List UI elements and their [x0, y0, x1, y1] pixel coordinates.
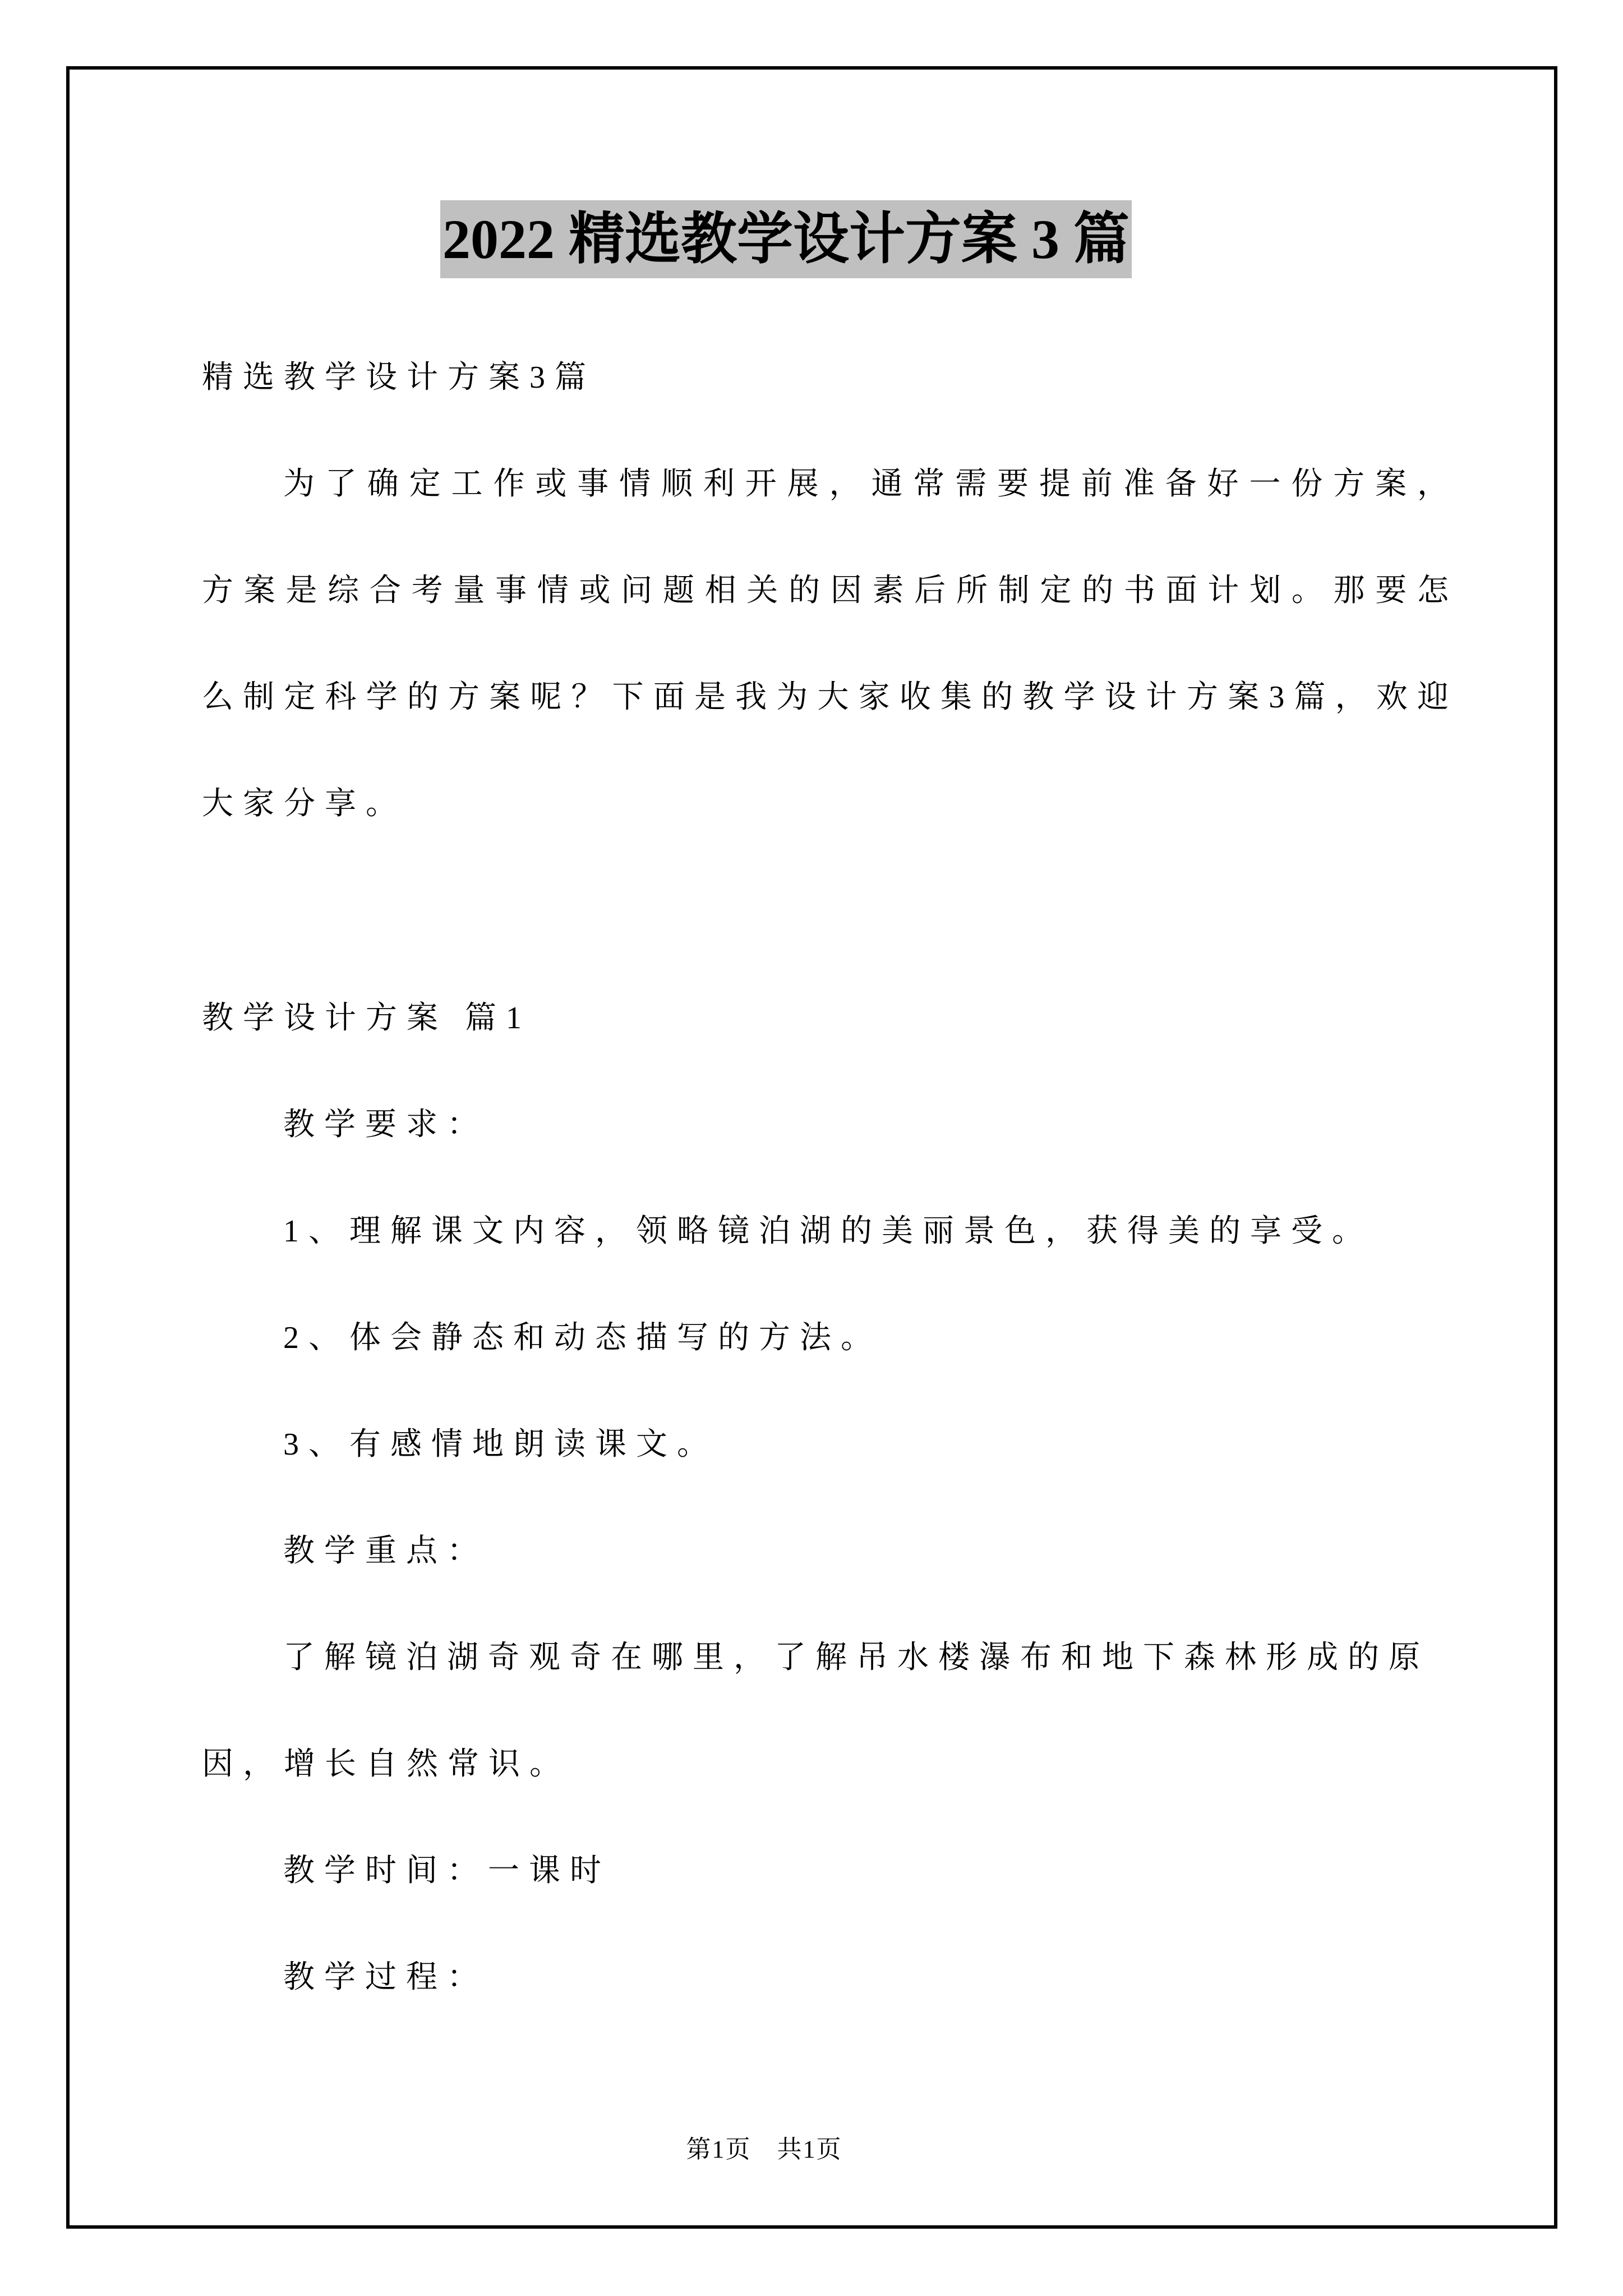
- title-highlight: 2022 精选教学设计方案 3 篇: [440, 200, 1132, 278]
- paragraph-teaching-focus: 教学重点：: [283, 1534, 488, 1568]
- paragraph-requirement-2: 2、体会静态和动态描写的方法。: [283, 1320, 882, 1355]
- page-footer: [70, 2133, 1554, 2166]
- page-content: [70, 200, 1554, 2031]
- page-border: [66, 66, 1557, 2229]
- subtitle: 精选教学设计方案3篇: [202, 360, 596, 395]
- page-number: 第1页 共1页: [686, 2136, 842, 2163]
- intro-paragraph: 为了确定工作或事情顺利开展，通常需要提前准备好一份方案，方案是综合考量事情或问题相关的因素后所制定的书面计划。那要怎么制定科学的方案呢？下面是我为大家收集的教学设计方案3篇，欢迎大家分享。: [202, 467, 1458, 821]
- section-heading: 教学设计方案 篇1: [202, 1001, 531, 1036]
- paragraph-teaching-time: 教学时间：一课时: [283, 1853, 611, 1888]
- paragraph-teaching-requirements: 教学要求：: [283, 1107, 488, 1142]
- paragraph-focus-detail: 了解镜泊湖奇观奇在哪里，了解吊水楼瀑布和地下森林形成的原因，增长自然常识。: [202, 1640, 1430, 1782]
- paragraph-teaching-process: 教学过程：: [283, 1960, 488, 1995]
- paragraph-requirement-3: 3、有感情地朗读课文。: [283, 1427, 718, 1462]
- document-title: [202, 200, 1458, 278]
- paragraph-requirement-1: 1、理解课文内容，领略镜泊湖的美丽景色，获得美的享受。: [283, 1214, 1373, 1249]
